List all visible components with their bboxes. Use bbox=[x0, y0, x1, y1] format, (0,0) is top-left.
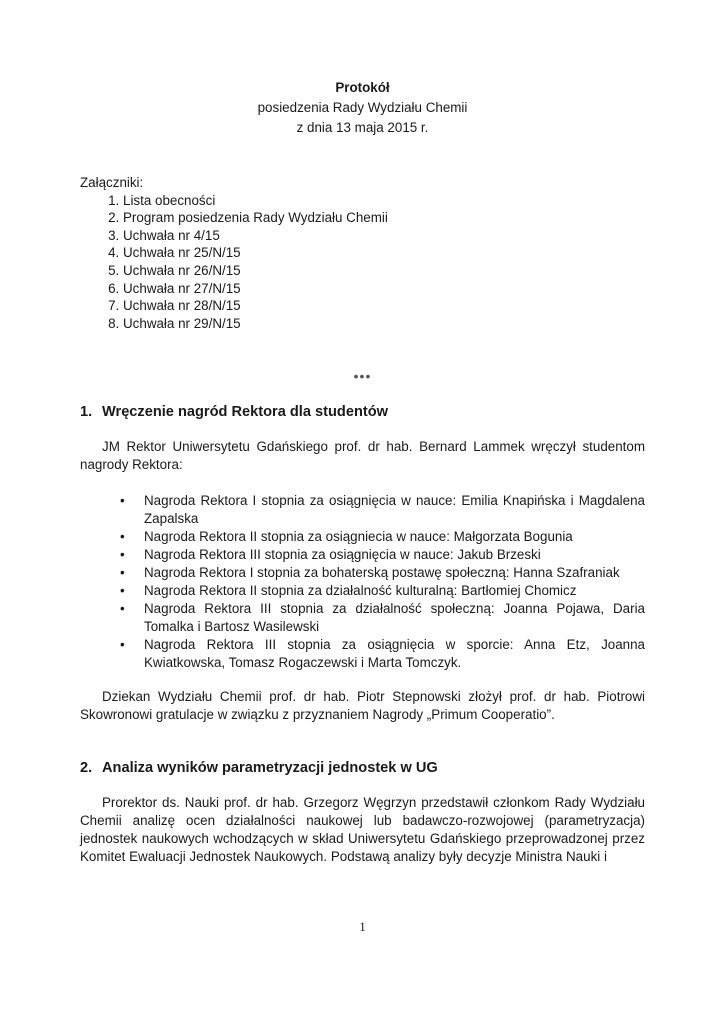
attachment-item: 7. Uchwała nr 28/N/15 bbox=[123, 297, 645, 315]
section-1-closing: Dziekan Wydziału Chemii prof. dr hab. Piotr Stepnowski złożył prof. dr hab. Piotrowi Skowronowi gratulacje w związku z przyznaniem Nagrody „Primum Cooperatio”. bbox=[80, 689, 645, 723]
document-header bbox=[80, 78, 645, 138]
award-item: • Nagroda Rektora III stopnia za osiągnięcia w sporcie: Anna Etz, Joanna Kwiatkowska, Tomasz Rogaczewski i Marta Tomczyk. bbox=[120, 637, 645, 671]
section-1-intro: JM Rektor Uniwersytetu Gdańskiego prof. dr hab. Bernard Lammek wręczył studentom nagrody Rektora: bbox=[80, 439, 645, 473]
attachment-item: 6. Uchwała nr 27/N/15 bbox=[123, 280, 645, 298]
section-2-text: Prorektor ds. Nauki prof. dr hab. Grzegorz Węgrzyn przedstawił członkom Rady Wydziału Chemii analizę ocen działalności naukowej lub badawczo-rozwojowej (parametryzacja) jednostek naukowych wchodzących w skład Uniwersytetu Gdańskiego przeprowadzonej przez Komitet Ewaluacji Jednostek Naukowych. Podstawą analizy były decyzje Ministra Nauki i bbox=[80, 795, 645, 865]
award-item: • Nagroda Rektora III stopnia za osiągnięcia w nauce: Jakub Brzeski bbox=[120, 547, 541, 563]
bullet-icon: • bbox=[120, 601, 125, 617]
section-1-title: Wręczenie nagród Rektora dla studentów bbox=[102, 404, 388, 421]
attachment-item: 2. Program posiedzenia Rady Wydziału Chemii bbox=[123, 209, 645, 227]
attachments-list bbox=[80, 192, 645, 333]
section-2-number: 2. bbox=[80, 760, 93, 777]
document-page bbox=[80, 78, 645, 866]
award-item: • Nagroda Rektora II stopnia za osiągniecia w nauce: Małgorzata Bogunia bbox=[120, 529, 573, 545]
page-number: 1 bbox=[359, 919, 366, 934]
document-subtitle: posiedzenia Rady Wydziału Chemii bbox=[257, 100, 468, 115]
section-2-title: Analiza wyników parametryzacji jednostek w UG bbox=[102, 760, 438, 777]
section-1-number: 1. bbox=[80, 404, 93, 421]
bullet-icon: • bbox=[120, 529, 125, 545]
award-item: • Nagroda Rektora I stopnia za bohaterską postawę społeczną: Hanna Szafraniak bbox=[120, 565, 620, 581]
bullet-icon: • bbox=[120, 565, 125, 581]
attachment-item: 5. Uchwała nr 26/N/15 bbox=[123, 262, 645, 280]
attachment-item: 3. Uchwała nr 4/15 bbox=[123, 227, 645, 245]
section-separator: ••• bbox=[353, 368, 372, 385]
award-item: • Nagroda Rektora I stopnia za osiągnięcia w nauce: Emilia Knapińska i Magdalena Zapalska bbox=[120, 493, 645, 527]
attachments bbox=[80, 174, 645, 332]
document-date: z dnia 13 maja 2015 r. bbox=[296, 120, 429, 135]
attachments-label: Załączniki: bbox=[80, 175, 144, 190]
section-2-heading bbox=[80, 758, 645, 778]
document-title: Protokół bbox=[335, 80, 390, 95]
section-1-heading bbox=[80, 402, 645, 422]
bullet-icon: • bbox=[120, 583, 125, 599]
attachment-item: 8. Uchwała nr 29/N/15 bbox=[123, 315, 645, 333]
attachment-item: 1. Lista obecności bbox=[123, 192, 645, 210]
award-item: • Nagroda Rektora III stopnia za działalność społeczną: Joanna Pojawa, Daria Tomalka i Bartosz Wasilewski bbox=[120, 601, 645, 635]
bullet-icon: • bbox=[120, 493, 125, 509]
attachment-item: 4. Uchwała nr 25/N/15 bbox=[123, 244, 645, 262]
awards-list bbox=[80, 492, 645, 672]
bullet-icon: • bbox=[120, 547, 125, 563]
award-item: • Nagroda Rektora II stopnia za działalność kulturalną: Bartłomiej Chomicz bbox=[120, 583, 577, 599]
bullet-icon: • bbox=[120, 637, 125, 653]
